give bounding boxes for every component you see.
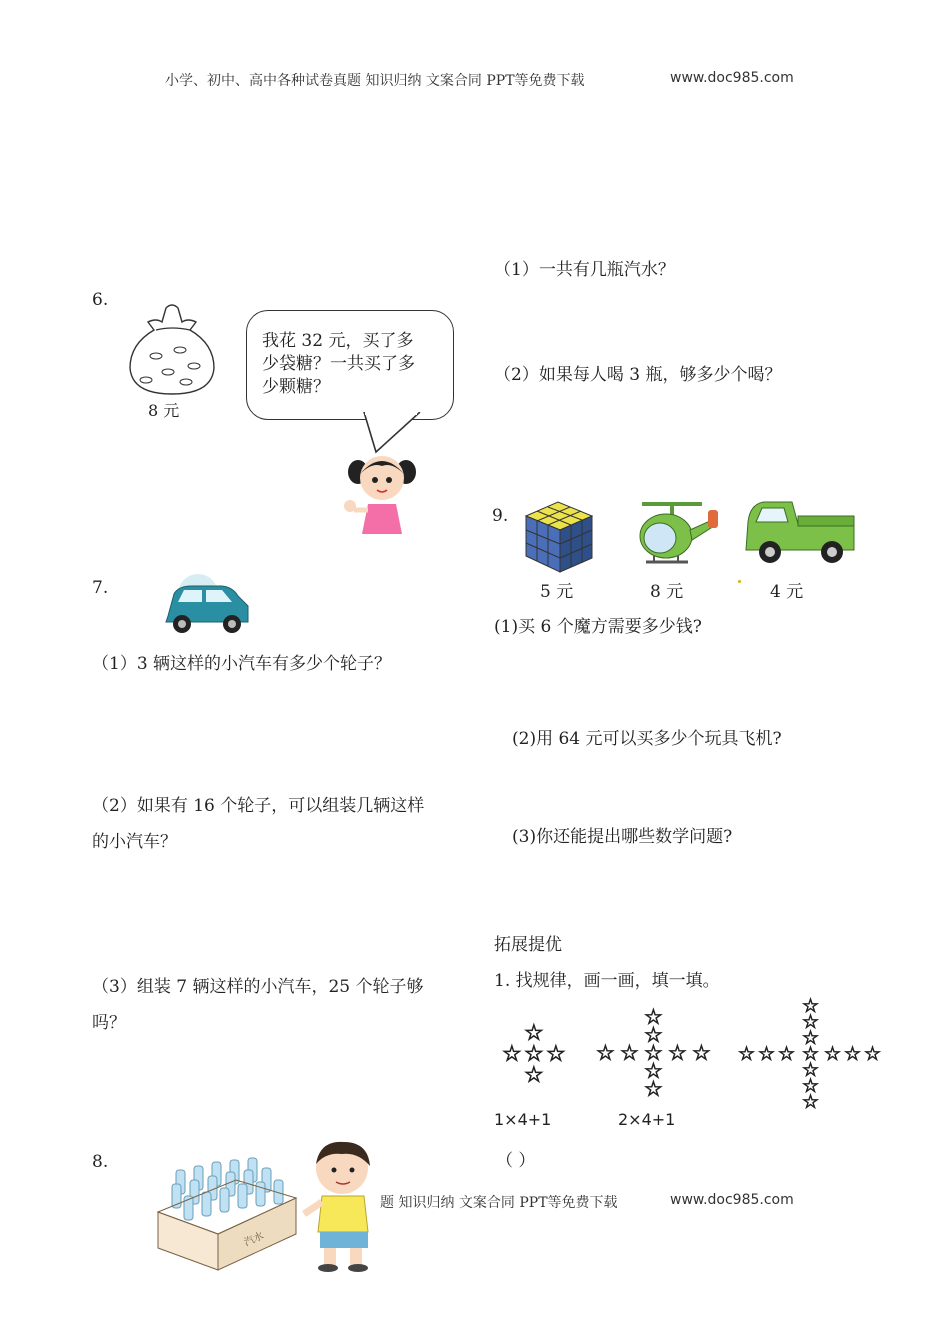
bubble-line-1: 我花 32 元，买了多 xyxy=(262,331,414,351)
q9-sub2: (2)用 64 元可以买多少个玩具飞机? xyxy=(512,729,782,749)
footer-text: 题 知识归纳 文案合同 PPT等免费下载 xyxy=(380,1195,618,1211)
truck-icon xyxy=(742,494,860,566)
formula-1: 1×4+1 xyxy=(494,1110,552,1129)
svg-text:☆: ☆ xyxy=(524,1042,544,1067)
answer-blank: （ ） xyxy=(496,1151,536,1171)
q7-sub3-line2: 吗？ xyxy=(92,1013,126,1033)
svg-text:☆: ☆ xyxy=(644,1059,663,1083)
svg-text:☆: ☆ xyxy=(502,1042,522,1067)
decor-dot xyxy=(738,580,741,583)
star-pattern-2 xyxy=(594,1004,714,1100)
q9-sub1: (1)买 6 个魔方需要多少钱? xyxy=(494,617,702,637)
formula-2: 2×4+1 xyxy=(618,1110,676,1129)
q6-price: 8 元 xyxy=(148,401,180,420)
header-text: 小学、初中、高中各种试卷真题 知识归纳 文案合同 PPT等免费下载 xyxy=(165,73,585,89)
svg-text:☆: ☆ xyxy=(778,1043,796,1065)
candy-bag-icon xyxy=(126,300,218,400)
q7-sub3-line1: （3）组装 7 辆这样的小汽车，25 个轮子够 xyxy=(92,977,424,997)
svg-text:☆: ☆ xyxy=(844,1043,862,1065)
header-url: www.doc985.com xyxy=(670,70,794,86)
bubble-line-2: 少袋糖？一共买了多 xyxy=(262,354,415,374)
crate-label: 汽水 xyxy=(242,1230,266,1249)
q9-number: 9. xyxy=(492,506,509,526)
svg-text:☆: ☆ xyxy=(692,1041,711,1065)
svg-text:☆: ☆ xyxy=(738,1043,756,1065)
bubble-line-3: 少颗糖？ xyxy=(262,377,330,397)
q7-number: 7. xyxy=(92,578,109,598)
svg-text:☆: ☆ xyxy=(596,1041,615,1065)
q7-sub2-line1: （2）如果有 16 个轮子，可以组装几辆这样 xyxy=(92,796,425,816)
q9-price-cube: 5 元 xyxy=(540,582,574,602)
star-pattern-1 xyxy=(500,1016,570,1088)
q7-sub1: （1）3 辆这样的小汽车有多少个轮子？ xyxy=(92,654,392,674)
svg-text:☆: ☆ xyxy=(668,1041,687,1065)
q8-sub1: （1）一共有几瓶汽水？ xyxy=(494,260,675,280)
girl-icon xyxy=(340,448,424,542)
svg-text:☆: ☆ xyxy=(802,1027,820,1049)
footer-url: www.doc985.com xyxy=(670,1192,794,1208)
q9-price-truck: 4 元 xyxy=(770,582,804,602)
svg-text:☆: ☆ xyxy=(802,1091,820,1113)
svg-text:☆: ☆ xyxy=(644,1023,663,1047)
boy-icon xyxy=(298,1138,382,1274)
svg-text:☆: ☆ xyxy=(824,1043,842,1065)
svg-text:☆: ☆ xyxy=(802,1011,820,1033)
svg-text:☆: ☆ xyxy=(524,1063,544,1088)
star-pattern-3 xyxy=(736,994,886,1116)
svg-text:☆: ☆ xyxy=(758,1043,776,1065)
soda-crate-icon xyxy=(154,1150,300,1274)
rubiks-cube-icon xyxy=(518,498,596,574)
q6-number: 6. xyxy=(92,290,109,310)
svg-text:☆: ☆ xyxy=(524,1021,544,1046)
svg-text:☆: ☆ xyxy=(644,1041,663,1065)
svg-text:☆: ☆ xyxy=(546,1042,566,1067)
q9-price-helicopter: 8 元 xyxy=(650,582,684,602)
svg-text:☆: ☆ xyxy=(802,1075,820,1097)
svg-text:☆: ☆ xyxy=(644,1077,663,1100)
q8-number: 8. xyxy=(92,1152,109,1172)
svg-text:☆: ☆ xyxy=(864,1043,882,1065)
q8-sub2: （2）如果每人喝 3 瓶，够多少个喝？ xyxy=(494,365,782,385)
helicopter-icon xyxy=(632,496,724,572)
q7-sub2-line2: 的小汽车？ xyxy=(92,832,177,852)
car-icon xyxy=(162,572,252,636)
q9-sub3: (3)你还能提出哪些数学问题? xyxy=(512,827,733,847)
svg-text:☆: ☆ xyxy=(802,1043,820,1065)
svg-text:☆: ☆ xyxy=(802,1059,820,1081)
extension-title: 拓展提优 xyxy=(494,935,562,955)
extension-task: 1. 找规律，画一画，填一填。 xyxy=(494,971,720,991)
svg-text:☆: ☆ xyxy=(802,995,820,1017)
svg-text:☆: ☆ xyxy=(620,1041,639,1065)
speech-bubble-text xyxy=(262,330,442,399)
svg-text:☆: ☆ xyxy=(644,1005,663,1029)
